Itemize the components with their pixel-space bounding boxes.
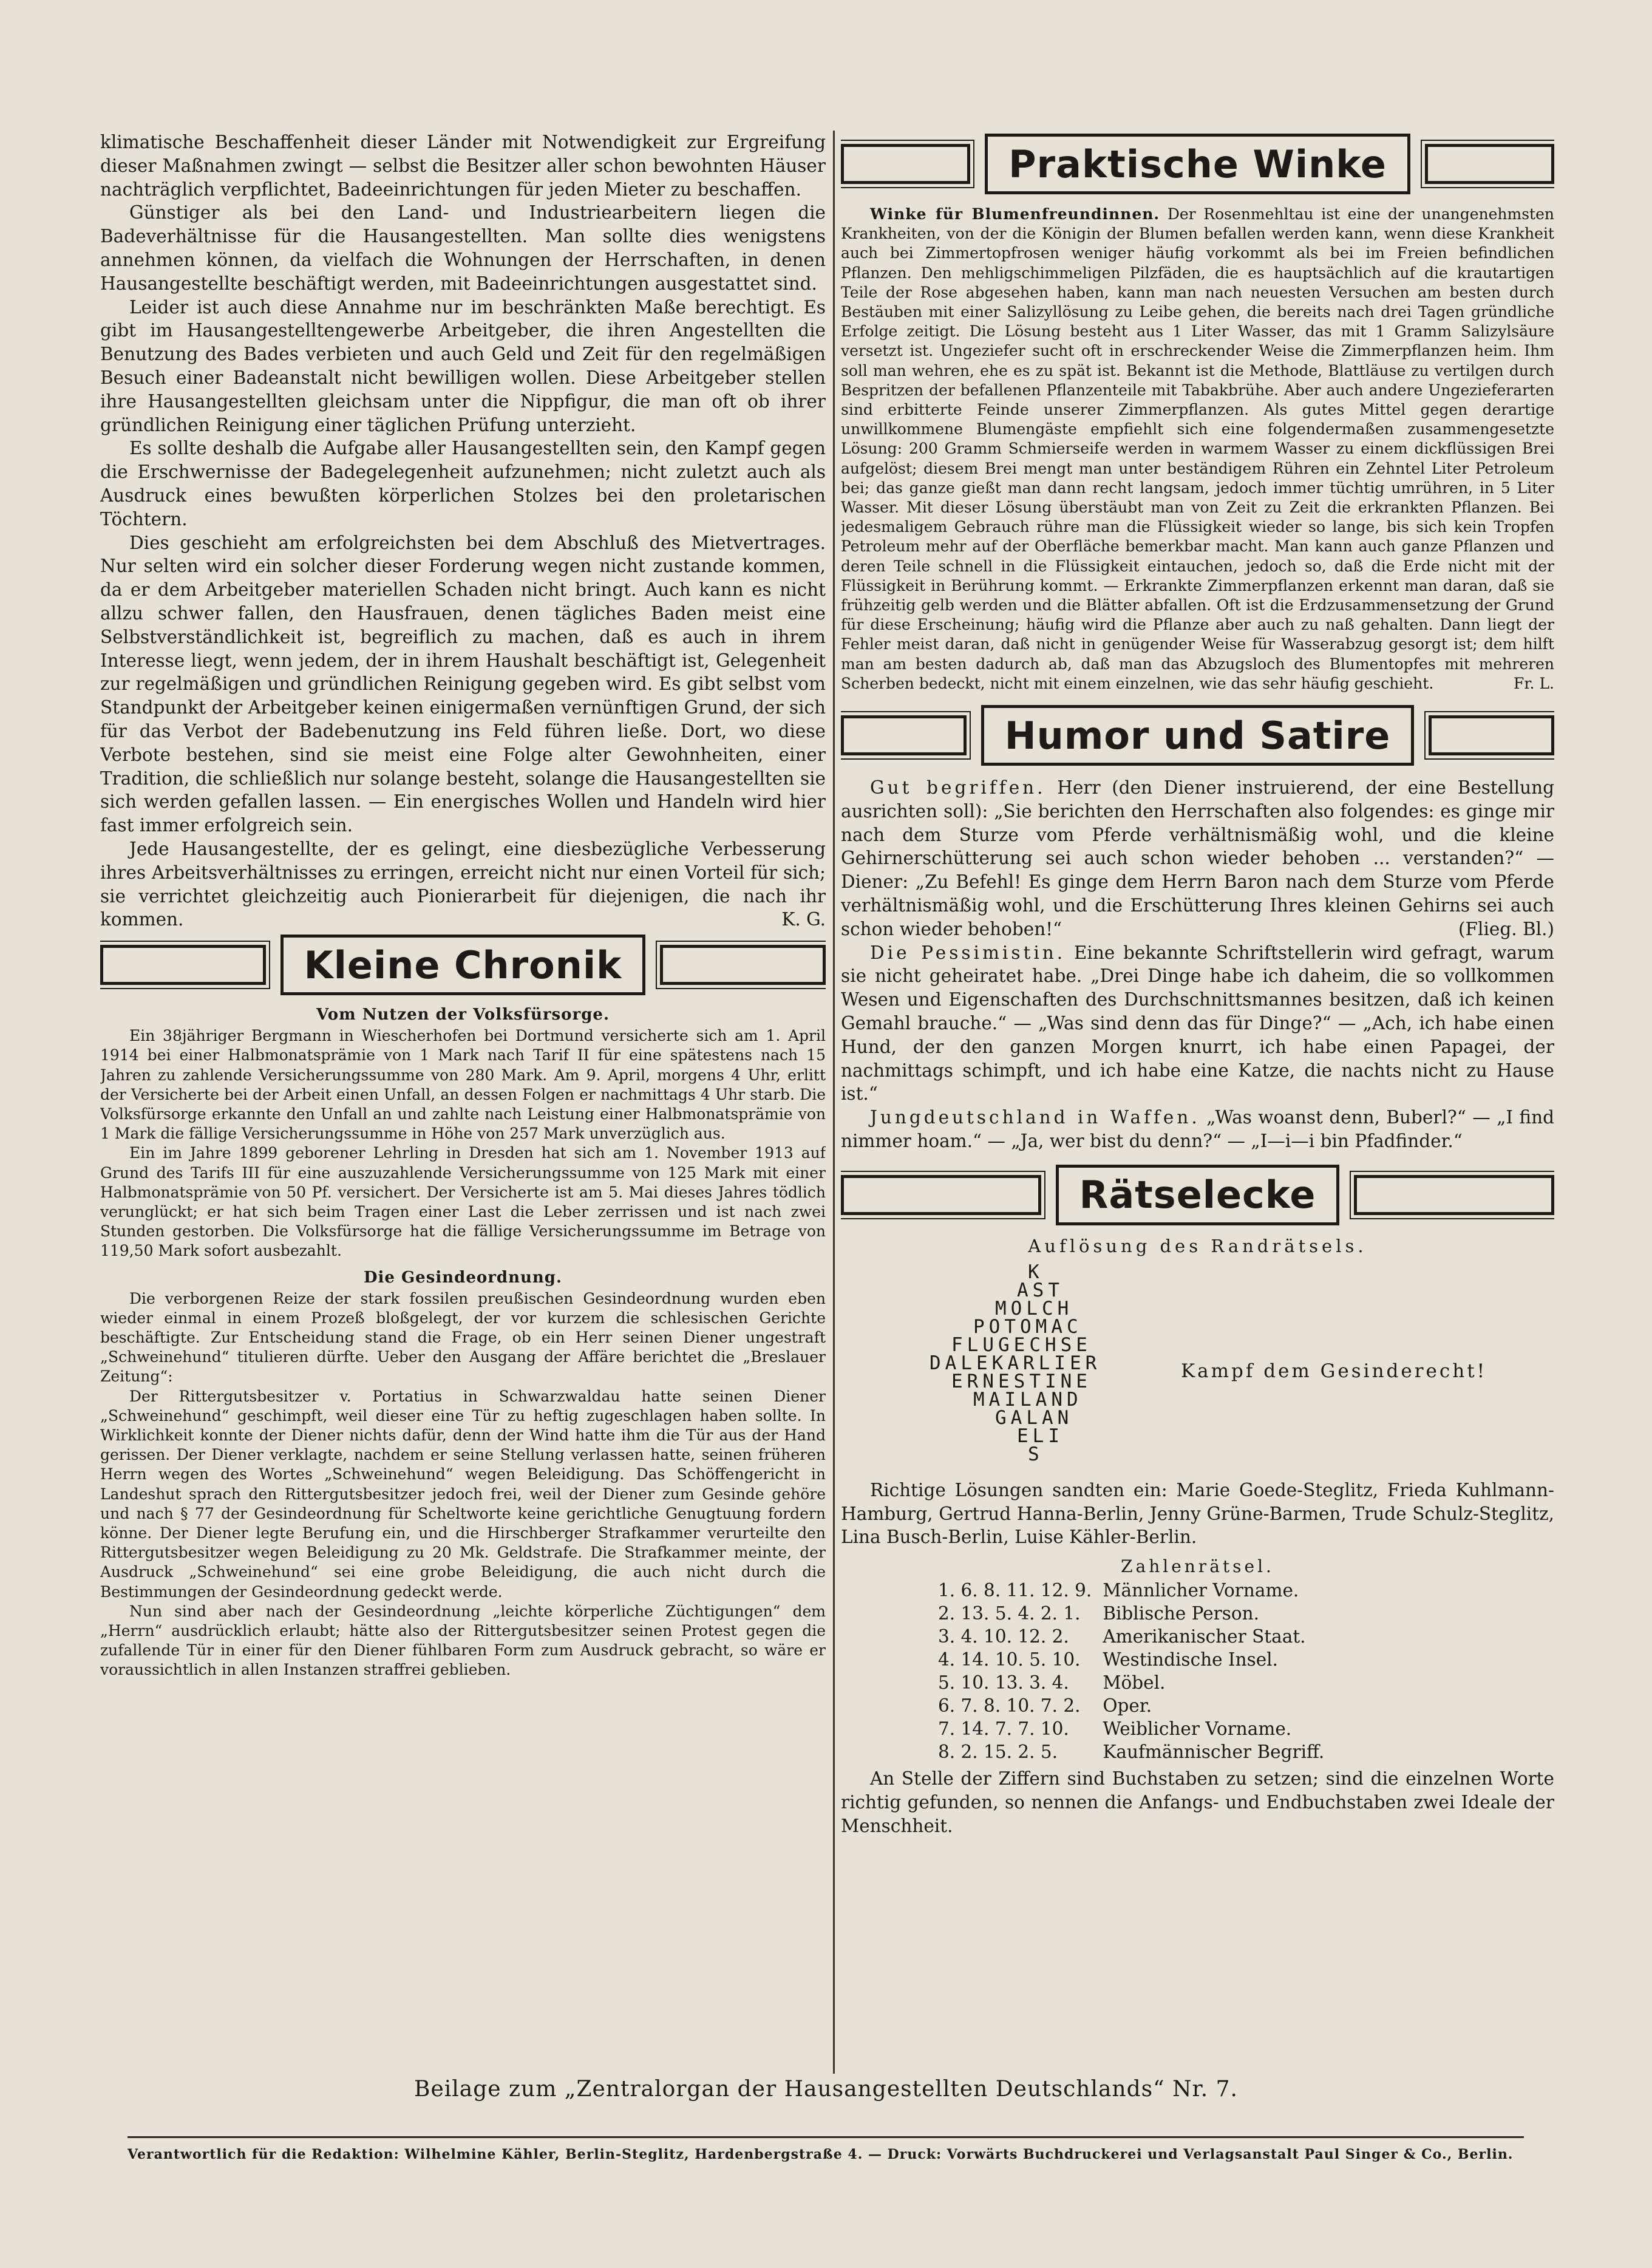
- section-title: Praktische Winke: [985, 134, 1410, 194]
- humor-text: „Was woanst denn, Buberl?“ — „I find nimmer hoam.“ — „Ja, wer bist du denn?“ — „I—i—i bin Pfadfinder.“: [841, 1107, 1554, 1152]
- banner-ornament-box: [841, 144, 970, 184]
- number-clue: Männlicher Vorname.: [1103, 1580, 1299, 1601]
- number-puzzle-row: [938, 1602, 1335, 1625]
- column-rule: [833, 131, 835, 2074]
- section-banner-kleine-chronik: [100, 934, 826, 996]
- number-clue: Westindische Insel.: [1103, 1649, 1278, 1670]
- number-clue: Kaufmännischer Begriff.: [1103, 1742, 1325, 1763]
- number-puzzle-row: [938, 1717, 1335, 1740]
- chronik-paragraph: Die verborgenen Reize der stark fossilen preußischen Gesindeordnung wurden eben wieder einmal in einem Prozeß bloßgelegt, der vor kurzem die schlesischen Gerichte beschäftigte. Zur Entscheidung stand die Frage, ob ein Herr seinen Diener ungestraft „Schweinehund“ titulieren dürfte. Ueber den Ausgang der Affäre berichtet die „Breslauer Zeitung“:: [100, 1289, 826, 1386]
- puzzle-solvers: Richtige Lösungen sandten ein: Marie Goede-Steglitz, Frieda Kuhlmann-Hamburg, Gertrud Hanna-Berlin, Jenny Grüne-Barmen, Trude Schulz-Steglitz, Lina Busch-Berlin, Luise Kähler-Berlin.: [841, 1479, 1554, 1548]
- winke-paragraph: [841, 205, 1554, 693]
- winke-text: Der Rosenmehltau ist eine der unangenehmsten Krankheiten, von der die Königin der Blumen befallen werden kann, wenn diese Krankheit auch bei Zimmertopfrosen weniger häufig vorkommt als bei im Freien befindlichen Pflanzen. Den mehligschimmeligen Pilzfäden, die es hauptsächlich auf die krautartigen Teile der Rose abgesehen haben, kann man nach neuesten Versuchen am besten durch Bestäuben mit einer Salizyllösung zu Leibe gehen, die bereits nach drei Tagen gründliche Erfolge zeitigt. Die Lösung besteht aus 1 Liter Wasser, das mit 1 Gramm Salizylsäure versetzt ist. Ungeziefer sucht oft in erschreckender Weise die Zimmerpflanzen heim. Ihm soll man wehren, ehe es zu spät ist. Bekannt ist die Methode, Blattläuse zu vertilgen durch Bespritzen der befallenen Pflanzenteile mit Tabakbrühe. Aber auch andere Ungezieferarten sind erbitterte Feinde unserer Zimmerpflanzen. Als gutes Mittel gegen derartige unwillkommene Blumengäste empfiehlt sich eine folgendermaßen zusammengesetzte Lösung: 200 Gramm Schmierseife werden in warmem Wasser zu einem dickflüssigen Brei aufgelöst; diesem Brei mengt man unter beständigem Rühren ein Zehntel Liter Petroleum bei; das ganze gießt man dann recht langsam, jedoch immer tüchtig umrühren, in 5 Liter Wasser. Mit dieser Lösung überstäubt man von Zeit zu Zeit die erkrankten Pflanzen. Bei jedesmaligem Gebrauch rühre man die Flüssigkeit wieder so lange, bis sich kein Tropfen Petroleum mehr auf der Oberfläche bemerkbar macht. Man kann auch ganze Pflanzen und deren Teile schnell in die Flüssigkeit eintauchen, jedoch so, daß die Erde nicht mit der Flüssigkeit in Berührung kommt. — Erkrankte Zimmerpflanzen erkennt man daran, daß sie frühzeitig gelb werden und die Blätter abfallen. Oft ist die Erdzusammensetzung der Grund für diese Erscheinung; häufig wird die Pflanze aber auch zu naß gehalten. Dann liegt der Fehler meist daran, daß nicht in genügender Weise für Wasserabzug gesorgt ist; dem hilft man am besten dadurch ab, daß man das Abzugsloch des Blumentopfes mit mehreren Scherben bedeckt, nicht mit einem einzelnen, wie das sehr häufig geschieht.: [841, 205, 1554, 692]
- number-puzzle-row: [938, 1579, 1335, 1602]
- number-puzzle-row: [938, 1648, 1335, 1671]
- puzzle-word: GALAN: [995, 1406, 1073, 1429]
- humor-item: [841, 941, 1554, 1106]
- section-banner-praktische-winke: [841, 133, 1554, 195]
- subsection-title: Vom Nutzen der Volksfürsorge.: [316, 1006, 610, 1024]
- number-sequence: 7. 14. 7. 7. 10.: [938, 1718, 1069, 1740]
- puzzle-word: MAILAND: [973, 1388, 1083, 1411]
- article-paragraph: Günstiger als bei den Land- und Industriearbeitern liegen die Badeverhältnisse für die Hausangestellten. Man sollte dies wenigstens annehmen können, da vielfach die Wohnungen der Herrschaften, in denen Hausangestellte beschäftigt werden, mit Badeeinrichtungen ausgestattet sind.: [100, 202, 826, 294]
- humor-source: (Flieg. Bl.): [1458, 918, 1554, 939]
- humor-lead: Jungdeutschland in Waffen.: [870, 1107, 1200, 1128]
- banner-ornament-box: [1354, 1175, 1554, 1215]
- banner-ornament-box: [841, 715, 967, 755]
- number-clue: Biblische Person.: [1103, 1603, 1260, 1624]
- article-paragraph-text: Jede Hausangestellte, der es gelingt, eine diesbezügliche Verbesserung ihres Arbeitsverhältnisses zu erringen, erreicht nicht nur einen Vorteil für sich; sie verrichtet gleichzeitig auch Pionierarbeit für diejenigen, die nach ihr kommen.: [100, 838, 826, 930]
- article-paragraph: Es sollte deshalb die Aufgabe aller Hausangestellten sein, den Kampf gegen die Erschwernisse der Badegelegenheit aufzunehmen; nicht zuletzt auch als Ausdruck eines bewußten körperlichen Stolzes bei den proletarischen Töchtern.: [100, 438, 826, 530]
- imprint-credit: Verantwortlich für die Redaktion: Wilhelmine Kähler, Berlin-Steglitz, Hardenbergstraße 4. — Druck: Vorwärts Buchdruckerei und Verlagsanstalt Paul Singer & Co., Berlin.: [127, 2136, 1524, 2162]
- number-sequence: 5. 10. 13. 3. 4.: [938, 1672, 1069, 1694]
- number-puzzle-instructions: An Stelle der Ziffern sind Buchstaben zu setzen; sind die einzelnen Worte richtig gefunden, so nennen die Anfangs- und Endbuchstaben zwei Ideale der Menschheit.: [841, 1768, 1554, 1836]
- puzzle-word: ELI: [1017, 1425, 1064, 1447]
- humor-text: Eine bekannte Schriftstellerin wird gefragt, warum sie nicht geheiratet habe. „Drei Dinge habe ich daheim, die so vollkommen Wesen und Eigenschaften des Durchschnittsmannes besitzen, daß ich keinen Gemahl brauche.“ — „Was sind denn das für Dinge?“ — „Ach, ich habe einen Hund, der den ganzen Morgen knurrt, ich habe einen Papagei, der nachmittags schimpft, und ich habe eine Katze, die nachts nicht zu Hause ist.“: [841, 942, 1554, 1105]
- section-title: Humor und Satire: [981, 705, 1415, 766]
- chronik-paragraph: Ein 38jähriger Bergmann in Wiescherhofen bei Dortmund versicherte sich am 1. April 1914 bei einer Halbmonatsprämie von 1 Mark nach Tarif II für eine spätestens nach 15 Jahren zu zahlende Versicherungssumme von 280 Mark. Am 9. April, morgens 4 Uhr, erlitt der Versicherte bei der Arbeit einen Unfall, an dessen Folgen er nachmittags 4 Uhr starb. Die Volksfürsorge erkannte den Unfall an und zahlte nach Leistung einer Halbmonatsprämie von 1 Mark die fällige Versicherungssumme in Höhe von 257 Mark unverzüglich aus.: [100, 1027, 826, 1143]
- section-title: Kleine Chronik: [280, 935, 646, 995]
- number-puzzle-row: [938, 1740, 1335, 1763]
- puzzle-heading: Auflösung des Randrätsels.: [1028, 1235, 1367, 1256]
- puzzle-solution-text: Kampf dem Gesinderecht!: [1181, 1360, 1487, 1382]
- puzzle-word: ERNESTINE: [951, 1370, 1092, 1392]
- humor-lead: Die Pessimistin.: [870, 942, 1066, 963]
- number-sequence: 6. 7. 8. 10. 7. 2.: [938, 1695, 1081, 1717]
- article-paragraph: klimatische Beschaffenheit dieser Länder mit Notwendigkeit zur Ergreifung dieser Maßnahmen zwingt — selbst die Besitzer aller schon bewohnten Häuser nachträglich verpflichtet, Badeeinrichtungen für jeden Mieter zu beschaffen.: [100, 132, 826, 200]
- article-paragraph: Leider ist auch diese Annahme nur im beschränkten Maße berechtigt. Es gibt im Hausangestelltengewerbe Arbeitgeber, die ihren Angestellten die Benutzung des Bades verbieten und auch Geld und Zeit für den regelmäßigen Besuch einer Badeanstalt nicht bewilligen wollen. Diese Arbeitgeber stellen ihre Hausangestellten gleichsam unter die Nippfigur, die man oft ob ihrer gründlichen Reinigung einer täglichen Prüfung unterzieht.: [100, 296, 826, 435]
- section-banner-humor-und-satire: [841, 704, 1554, 766]
- puzzle-word: K: [1028, 1261, 1044, 1283]
- number-sequence: 3. 4. 10. 12. 2.: [938, 1626, 1069, 1647]
- humor-item: [841, 1106, 1554, 1153]
- article-signature: K. G.: [781, 909, 826, 930]
- chronik-paragraph: Der Rittergutsbesitzer v. Portatius in Schwarzwaldau hatte seinen Diener „Schweinehund“ geschimpft, weil dieser eine Tür zu heftig zugeschlagen haben sollte. In Wirklichkeit konnte der Diener nichts dafür, denn der Wind hatte ihm die Tür aus der Hand gerissen. Der Diener verklagte, nachdem er seine Stellung verlassen hatte, seinen früheren Herrn wegen des Wortes „Schweinehund“ wegen Beleidigung. Das Schöffengericht in Landeshut sprach den Rittergutsbesitzer jedoch frei, weil der Diener zum Gesinde gehöre und nach § 77 der Gesindeordnung für Scheltworte keine gerichtliche Genugtuung fordern könne. Der Diener legte Berufung ein, und die Hirschberger Strafkammer verurteilte den Rittergutsbesitzer wegen Beleidigung zu 20 Mk. Geldstrafe. Die Strafkammer meinte, der Ausdruck „Schweinehund“ sei eine grobe Beleidigung, die auch nicht durch die Bestimmungen der Gesindeordnung gedeckt werde.: [100, 1387, 826, 1601]
- winke-signature: Fr. L.: [1514, 674, 1554, 692]
- number-sequence: 8. 2. 15. 2. 5.: [938, 1742, 1058, 1763]
- number-puzzle-row: [938, 1694, 1335, 1717]
- article-paragraph: [100, 837, 826, 931]
- number-clue: Oper.: [1103, 1695, 1152, 1717]
- number-puzzle-heading: Zahlenrätsel.: [1121, 1556, 1274, 1577]
- left-column: [100, 131, 826, 2068]
- supplement-line: Beilage zum „Zentralorgan der Hausangestellten Deutschlands“ Nr. 7.: [414, 2077, 1238, 2102]
- puzzle-word: DALEKARLIER: [930, 1352, 1101, 1374]
- puzzle-word: POTOMAC: [973, 1315, 1083, 1338]
- subsection-title: Die Gesindeordnung.: [363, 1268, 563, 1287]
- number-clue: Weiblicher Vorname.: [1103, 1718, 1292, 1740]
- chronik-paragraph: Ein im Jahre 1899 geborener Lehrling in Dresden hat sich am 1. November 1913 auf Grund des Tarifs III für eine auszuzahlende Versicherungssumme von 125 Mark mit einer Halbmonatsprämie von 50 Pf. versichert. Der Versicherte ist am 5. Mai dieses Jahres tödlich verunglückt; er hat sich beim Tragen einer Last die Leber zerrissen und ist nach zwei Stunden gestorben. Die Volksfürsorge hat die fällige Versicherungssumme im Betrage von 119,50 Mark sofort ausbezahlt.: [100, 1144, 826, 1260]
- banner-ornament-box: [841, 1175, 1041, 1215]
- puzzle-word: AST: [1017, 1279, 1064, 1301]
- humor-item: [841, 776, 1554, 941]
- winke-lead: Winke für Blumenfreundinnen.: [870, 205, 1160, 223]
- chronik-paragraph: Nun sind aber nach der Gesindeordnung „leichte körperliche Züchtigungen“ dem „Herrn“ ausdrücklich erlaubt; hätte also der Rittergutsbesitzer seinen Protest gegen die zufallende Tür in einer für den Diener fühlbaren Form zum Ausdruck gebracht, so wäre er voraussichtlich in allen Instanzen straffrei geblieben.: [100, 1602, 826, 1679]
- number-sequence: 1. 6. 8. 11. 12. 9.: [938, 1580, 1092, 1601]
- section-banner-raetselecke: [841, 1164, 1554, 1226]
- puzzle-word: MOLCH: [995, 1297, 1073, 1320]
- randraetsel-solution: [841, 1236, 1554, 1479]
- article-paragraph: Dies geschieht am erfolgreichsten bei dem Abschluß des Mietvertrages. Nur selten wird ein solcher dieser Forderung wegen nicht zustande kommen, da er dem Arbeitgeber materiellen Schaden nicht bringt. Auch kann es nicht allzu schwer fallen, den Hausfrauen, denen tägliches Baden meist eine Selbstverständlichkeit ist, begreiflich zu machen, daß es auch in ihrem Interesse liegt, wenn jedem, der in ihrem Haushalt beschäftigt ist, Gelegenheit zur regelmäßigen und gründlichen Reinigung gegeben wird. Es gibt selbst vom Standpunkt der Arbeitgeber keinen einigermaßen vernünftigen Grund, der sich für das Verbot der Badebenutzung ins Feld führen ließe. Dort, wo diese Verbote bestehen, sind sie meist eine Folge alter Gewohnheiten, einer Tradition, die schließlich nur solange besteht, solange die Hausangestellten sie sich werden gefallen lassen. — Ein energisches Wollen und Handeln wird hier fast immer erfolgreich sein.: [100, 532, 826, 836]
- section-title: Rätselecke: [1056, 1165, 1340, 1225]
- number-clue: Amerikanischer Staat.: [1103, 1626, 1306, 1647]
- number-sequence: 4. 14. 10. 5. 10.: [938, 1649, 1081, 1670]
- puzzle-word: S: [1028, 1443, 1044, 1465]
- number-clue: Möbel.: [1103, 1672, 1166, 1694]
- number-puzzle-row: [938, 1625, 1335, 1648]
- banner-ornament-box: [1425, 144, 1554, 184]
- number-puzzle-row: [938, 1671, 1335, 1694]
- humor-text: Herr (den Diener instruierend, der eine Bestellung ausrichten soll): „Sie berichten den Herrschaften also folgendes: es ginge mir nach dem Sturze vom Pferde verhältnismäßig wohl, und die kleine Gehirnerschütterung sei auch schon wieder behoben ... verstanden?“ — Diener: „Zu Befehl! Es ginge dem Herrn Baron nach dem Sturze vom Pferde verhältnismäßig wohl, und die Erschütterung Ihres kleinen Gehirns sei auch schon wieder behoben!“: [841, 777, 1554, 939]
- puzzle-word: FLUGECHSE: [951, 1333, 1092, 1356]
- banner-ornament-box: [100, 945, 266, 985]
- banner-ornament-box: [1429, 715, 1554, 755]
- humor-lead: Gut begriffen.: [870, 777, 1046, 799]
- banner-ornament-box: [660, 945, 826, 985]
- number-sequence: 2. 13. 5. 4. 2. 1.: [938, 1603, 1081, 1624]
- number-puzzle-table: [938, 1579, 1335, 1763]
- right-column: [841, 131, 1554, 2068]
